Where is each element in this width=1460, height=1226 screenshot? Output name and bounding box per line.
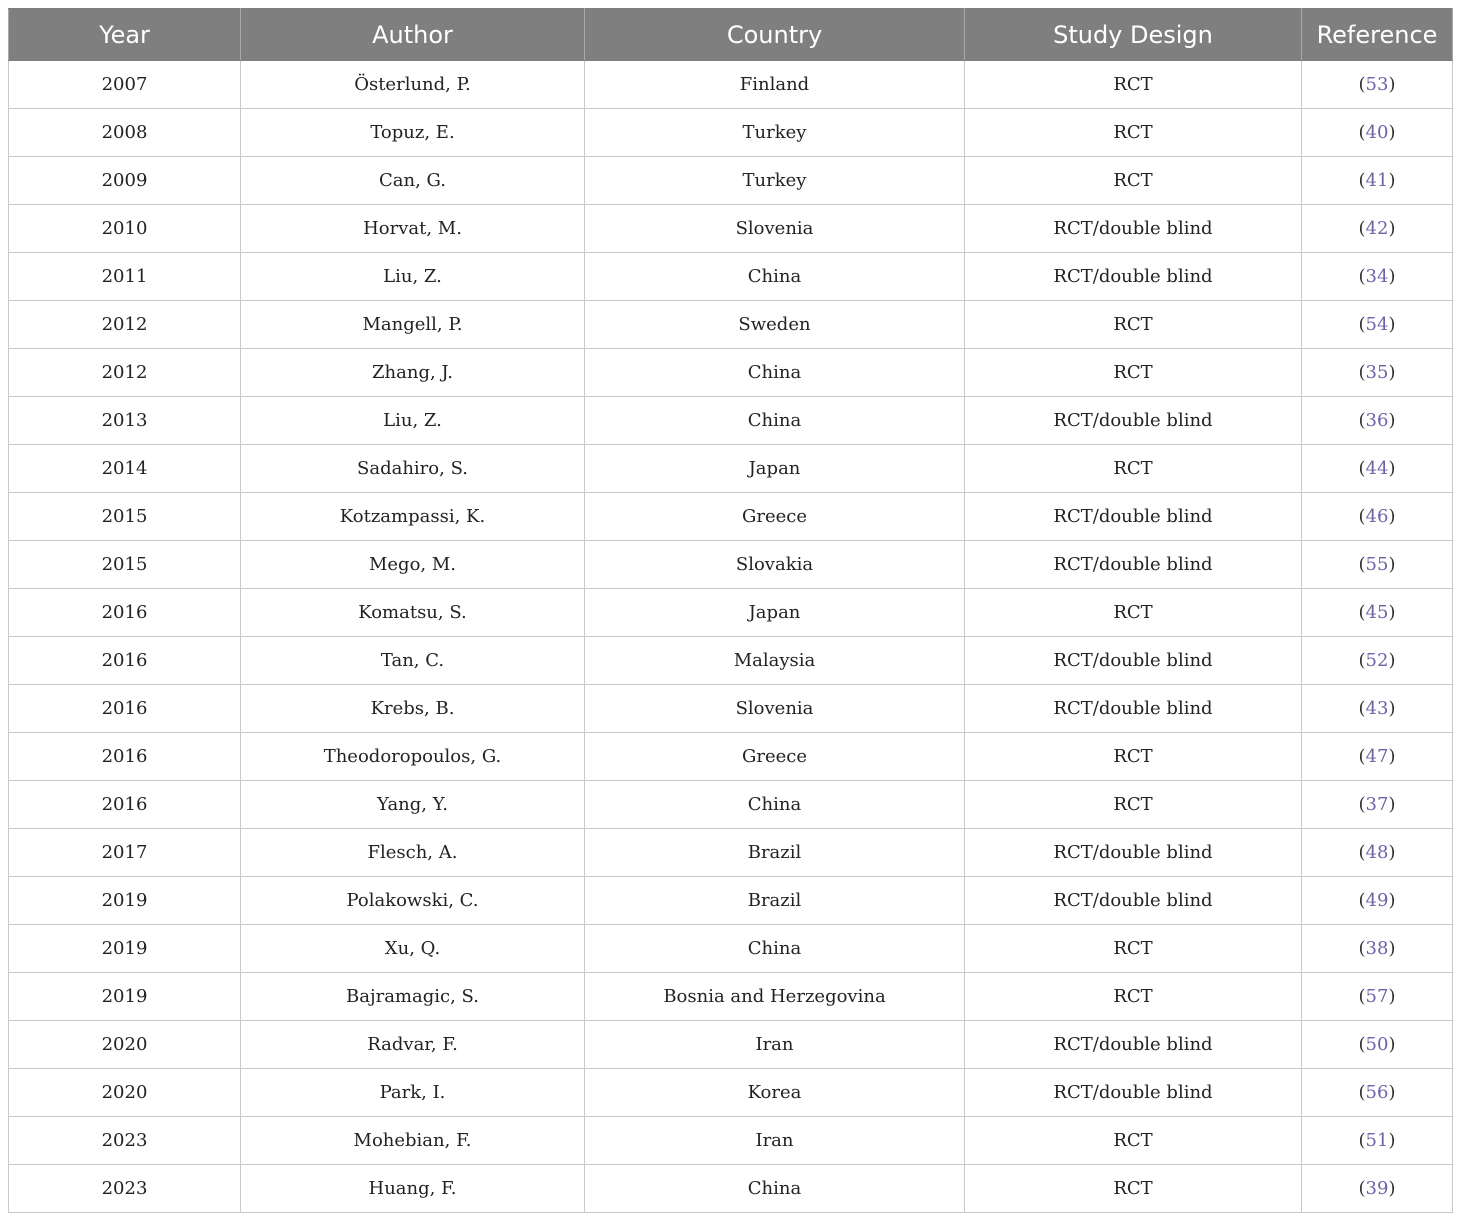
author-cell: Flesch, A. <box>241 829 585 877</box>
reference-cell <box>1302 781 1453 829</box>
table-row <box>9 109 1453 157</box>
column-header-reference: Reference <box>1302 9 1453 61</box>
study-design-cell: RCT <box>965 109 1302 157</box>
table-row <box>9 397 1453 445</box>
studies-table-container <box>8 8 1452 1213</box>
country-cell: Bosnia and Herzegovina <box>585 973 965 1021</box>
country-cell: Korea <box>585 1069 965 1117</box>
author-cell: Can, G. <box>241 157 585 205</box>
table-row <box>9 925 1453 973</box>
table-row <box>9 493 1453 541</box>
country-cell: Greece <box>585 493 965 541</box>
reference-open-paren: ( <box>1358 794 1366 815</box>
table-row <box>9 1021 1453 1069</box>
year-cell: 2019 <box>9 877 241 925</box>
reference-link[interactable]: 43 <box>1365 698 1389 719</box>
reference-close-paren: ) <box>1388 650 1396 671</box>
reference-close-paren: ) <box>1388 170 1396 191</box>
reference-cell <box>1302 1165 1453 1213</box>
reference-link[interactable]: 50 <box>1365 1034 1389 1055</box>
table-row <box>9 1165 1453 1213</box>
country-cell: Finland <box>585 61 965 109</box>
author-cell: Park, I. <box>241 1069 585 1117</box>
reference-cell <box>1302 157 1453 205</box>
reference-close-paren: ) <box>1388 1130 1396 1151</box>
author-cell: Krebs, B. <box>241 685 585 733</box>
reference-close-paren: ) <box>1388 74 1396 95</box>
reference-cell <box>1302 589 1453 637</box>
reference-link[interactable]: 36 <box>1365 410 1389 431</box>
reference-open-paren: ( <box>1358 1034 1366 1055</box>
study-design-cell: RCT/double blind <box>965 541 1302 589</box>
studies-table <box>8 8 1453 1213</box>
author-cell: Liu, Z. <box>241 253 585 301</box>
country-cell: Brazil <box>585 877 965 925</box>
reference-link[interactable]: 46 <box>1365 506 1389 527</box>
reference-open-paren: ( <box>1358 410 1366 431</box>
year-cell: 2017 <box>9 829 241 877</box>
year-cell: 2020 <box>9 1021 241 1069</box>
reference-open-paren: ( <box>1358 506 1366 527</box>
reference-link[interactable]: 40 <box>1365 122 1389 143</box>
reference-open-paren: ( <box>1358 218 1366 239</box>
study-design-cell: RCT/double blind <box>965 205 1302 253</box>
study-design-cell: RCT <box>965 781 1302 829</box>
year-cell: 2016 <box>9 589 241 637</box>
reference-close-paren: ) <box>1388 218 1396 239</box>
country-cell: China <box>585 925 965 973</box>
reference-open-paren: ( <box>1358 938 1366 959</box>
reference-link[interactable]: 49 <box>1365 890 1389 911</box>
country-cell: China <box>585 1165 965 1213</box>
country-cell: China <box>585 253 965 301</box>
reference-cell <box>1302 61 1453 109</box>
author-cell: Komatsu, S. <box>241 589 585 637</box>
year-cell: 2015 <box>9 493 241 541</box>
country-cell: Iran <box>585 1117 965 1165</box>
author-cell: Mohebian, F. <box>241 1117 585 1165</box>
reference-close-paren: ) <box>1388 986 1396 1007</box>
year-cell: 2016 <box>9 733 241 781</box>
study-design-cell: RCT <box>965 733 1302 781</box>
study-design-cell: RCT/double blind <box>965 397 1302 445</box>
year-cell: 2016 <box>9 637 241 685</box>
reference-open-paren: ( <box>1358 170 1366 191</box>
author-cell: Kotzampassi, K. <box>241 493 585 541</box>
author-cell: Yang, Y. <box>241 781 585 829</box>
column-header-study-design: Study Design <box>965 9 1302 61</box>
study-design-cell: RCT/double blind <box>965 877 1302 925</box>
country-cell: Brazil <box>585 829 965 877</box>
author-cell: Österlund, P. <box>241 61 585 109</box>
reference-open-paren: ( <box>1358 986 1366 1007</box>
reference-cell <box>1302 1021 1453 1069</box>
reference-link[interactable]: 34 <box>1365 266 1389 287</box>
study-design-cell: RCT <box>965 157 1302 205</box>
table-row <box>9 829 1453 877</box>
reference-open-paren: ( <box>1358 602 1366 623</box>
reference-open-paren: ( <box>1358 122 1366 143</box>
reference-link[interactable]: 48 <box>1365 842 1389 863</box>
country-cell: Slovenia <box>585 205 965 253</box>
reference-cell <box>1302 877 1453 925</box>
reference-close-paren: ) <box>1388 1178 1396 1199</box>
year-cell: 2012 <box>9 349 241 397</box>
reference-cell <box>1302 205 1453 253</box>
reference-open-paren: ( <box>1358 842 1366 863</box>
year-cell: 2019 <box>9 973 241 1021</box>
header-row <box>9 9 1453 61</box>
reference-link[interactable]: 51 <box>1365 1130 1389 1151</box>
reference-cell <box>1302 637 1453 685</box>
year-cell: 2007 <box>9 61 241 109</box>
year-cell: 2023 <box>9 1165 241 1213</box>
table-row <box>9 781 1453 829</box>
reference-open-paren: ( <box>1358 362 1366 383</box>
reference-link[interactable]: 45 <box>1365 602 1389 623</box>
reference-open-paren: ( <box>1358 650 1366 671</box>
reference-open-paren: ( <box>1358 890 1366 911</box>
table-row <box>9 1069 1453 1117</box>
reference-link[interactable]: 41 <box>1365 170 1389 191</box>
reference-close-paren: ) <box>1388 842 1396 863</box>
table-row <box>9 637 1453 685</box>
country-cell: Japan <box>585 445 965 493</box>
country-cell: Iran <box>585 1021 965 1069</box>
table-row <box>9 445 1453 493</box>
country-cell: Japan <box>585 589 965 637</box>
table-row <box>9 349 1453 397</box>
column-header-country: Country <box>585 9 965 61</box>
author-cell: Topuz, E. <box>241 109 585 157</box>
reference-cell <box>1302 301 1453 349</box>
reference-cell <box>1302 1069 1453 1117</box>
author-cell: Tan, C. <box>241 637 585 685</box>
reference-open-paren: ( <box>1358 458 1366 479</box>
year-cell: 2013 <box>9 397 241 445</box>
reference-open-paren: ( <box>1358 1178 1366 1199</box>
study-design-cell: RCT <box>965 973 1302 1021</box>
study-design-cell: RCT/double blind <box>965 1021 1302 1069</box>
study-design-cell: RCT <box>965 301 1302 349</box>
reference-link[interactable]: 39 <box>1365 1178 1389 1199</box>
study-design-cell: RCT/double blind <box>965 253 1302 301</box>
reference-link[interactable]: 37 <box>1365 794 1389 815</box>
year-cell: 2016 <box>9 781 241 829</box>
table-row <box>9 733 1453 781</box>
country-cell: China <box>585 397 965 445</box>
study-design-cell: RCT <box>965 349 1302 397</box>
reference-cell <box>1302 685 1453 733</box>
column-header-author: Author <box>241 9 585 61</box>
reference-link[interactable]: 55 <box>1365 554 1389 575</box>
study-design-cell: RCT/double blind <box>965 493 1302 541</box>
reference-open-paren: ( <box>1358 314 1366 335</box>
author-cell: Theodoropoulos, G. <box>241 733 585 781</box>
study-design-cell: RCT <box>965 925 1302 973</box>
table-row <box>9 205 1453 253</box>
reference-open-paren: ( <box>1358 746 1366 767</box>
reference-cell <box>1302 109 1453 157</box>
table-row <box>9 973 1453 1021</box>
study-design-cell: RCT <box>965 61 1302 109</box>
author-cell: Mego, M. <box>241 541 585 589</box>
reference-link[interactable]: 52 <box>1365 650 1389 671</box>
reference-cell <box>1302 349 1453 397</box>
author-cell: Polakowski, C. <box>241 877 585 925</box>
author-cell: Horvat, M. <box>241 205 585 253</box>
study-design-cell: RCT/double blind <box>965 637 1302 685</box>
reference-cell <box>1302 541 1453 589</box>
reference-close-paren: ) <box>1388 266 1396 287</box>
reference-link[interactable]: 53 <box>1365 74 1389 95</box>
author-cell: Liu, Z. <box>241 397 585 445</box>
reference-link[interactable]: 54 <box>1365 314 1389 335</box>
reference-cell <box>1302 925 1453 973</box>
study-design-cell: RCT <box>965 589 1302 637</box>
reference-cell <box>1302 973 1453 1021</box>
country-cell: Malaysia <box>585 637 965 685</box>
country-cell: Slovenia <box>585 685 965 733</box>
study-design-cell: RCT/double blind <box>965 829 1302 877</box>
table-row <box>9 877 1453 925</box>
reference-open-paren: ( <box>1358 1082 1366 1103</box>
reference-cell <box>1302 397 1453 445</box>
reference-link[interactable]: 38 <box>1365 938 1389 959</box>
country-cell: Turkey <box>585 109 965 157</box>
study-design-cell: RCT <box>965 1165 1302 1213</box>
reference-link[interactable]: 44 <box>1365 458 1389 479</box>
table-body <box>9 61 1453 1213</box>
year-cell: 2020 <box>9 1069 241 1117</box>
reference-cell <box>1302 493 1453 541</box>
reference-close-paren: ) <box>1388 794 1396 815</box>
reference-close-paren: ) <box>1388 938 1396 959</box>
reference-close-paren: ) <box>1388 890 1396 911</box>
reference-cell <box>1302 253 1453 301</box>
reference-open-paren: ( <box>1358 1130 1366 1151</box>
year-cell: 2014 <box>9 445 241 493</box>
country-cell: Greece <box>585 733 965 781</box>
country-cell: Turkey <box>585 157 965 205</box>
reference-close-paren: ) <box>1388 362 1396 383</box>
reference-open-paren: ( <box>1358 74 1366 95</box>
study-design-cell: RCT <box>965 445 1302 493</box>
author-cell: Bajramagic, S. <box>241 973 585 1021</box>
reference-close-paren: ) <box>1388 458 1396 479</box>
year-cell: 2011 <box>9 253 241 301</box>
table-row <box>9 61 1453 109</box>
reference-open-paren: ( <box>1358 554 1366 575</box>
reference-cell <box>1302 1117 1453 1165</box>
reference-link[interactable]: 47 <box>1365 746 1389 767</box>
country-cell: Sweden <box>585 301 965 349</box>
author-cell: Radvar, F. <box>241 1021 585 1069</box>
year-cell: 2019 <box>9 925 241 973</box>
table-row <box>9 541 1453 589</box>
reference-close-paren: ) <box>1388 554 1396 575</box>
year-cell: 2012 <box>9 301 241 349</box>
reference-link[interactable]: 57 <box>1365 986 1389 1007</box>
country-cell: China <box>585 349 965 397</box>
reference-close-paren: ) <box>1388 314 1396 335</box>
reference-close-paren: ) <box>1388 410 1396 431</box>
reference-link[interactable]: 35 <box>1365 362 1389 383</box>
year-cell: 2015 <box>9 541 241 589</box>
reference-close-paren: ) <box>1388 122 1396 143</box>
table-row <box>9 1117 1453 1165</box>
author-cell: Zhang, J. <box>241 349 585 397</box>
reference-open-paren: ( <box>1358 266 1366 287</box>
table-row <box>9 157 1453 205</box>
reference-close-paren: ) <box>1388 1082 1396 1103</box>
study-design-cell: RCT/double blind <box>965 685 1302 733</box>
table-row <box>9 589 1453 637</box>
author-cell: Sadahiro, S. <box>241 445 585 493</box>
reference-link[interactable]: 56 <box>1365 1082 1389 1103</box>
study-design-cell: RCT/double blind <box>965 1069 1302 1117</box>
reference-cell <box>1302 733 1453 781</box>
reference-cell <box>1302 829 1453 877</box>
table-row <box>9 253 1453 301</box>
reference-close-paren: ) <box>1388 698 1396 719</box>
year-cell: 2008 <box>9 109 241 157</box>
reference-link[interactable]: 42 <box>1365 218 1389 239</box>
author-cell: Huang, F. <box>241 1165 585 1213</box>
reference-close-paren: ) <box>1388 746 1396 767</box>
year-cell: 2010 <box>9 205 241 253</box>
year-cell: 2009 <box>9 157 241 205</box>
country-cell: Slovakia <box>585 541 965 589</box>
author-cell: Mangell, P. <box>241 301 585 349</box>
table-row <box>9 685 1453 733</box>
year-cell: 2023 <box>9 1117 241 1165</box>
table-row <box>9 301 1453 349</box>
study-design-cell: RCT <box>965 1117 1302 1165</box>
country-cell: China <box>585 781 965 829</box>
reference-open-paren: ( <box>1358 698 1366 719</box>
author-cell: Xu, Q. <box>241 925 585 973</box>
year-cell: 2016 <box>9 685 241 733</box>
column-header-year: Year <box>9 9 241 61</box>
reference-close-paren: ) <box>1388 602 1396 623</box>
reference-close-paren: ) <box>1388 506 1396 527</box>
reference-close-paren: ) <box>1388 1034 1396 1055</box>
reference-cell <box>1302 445 1453 493</box>
